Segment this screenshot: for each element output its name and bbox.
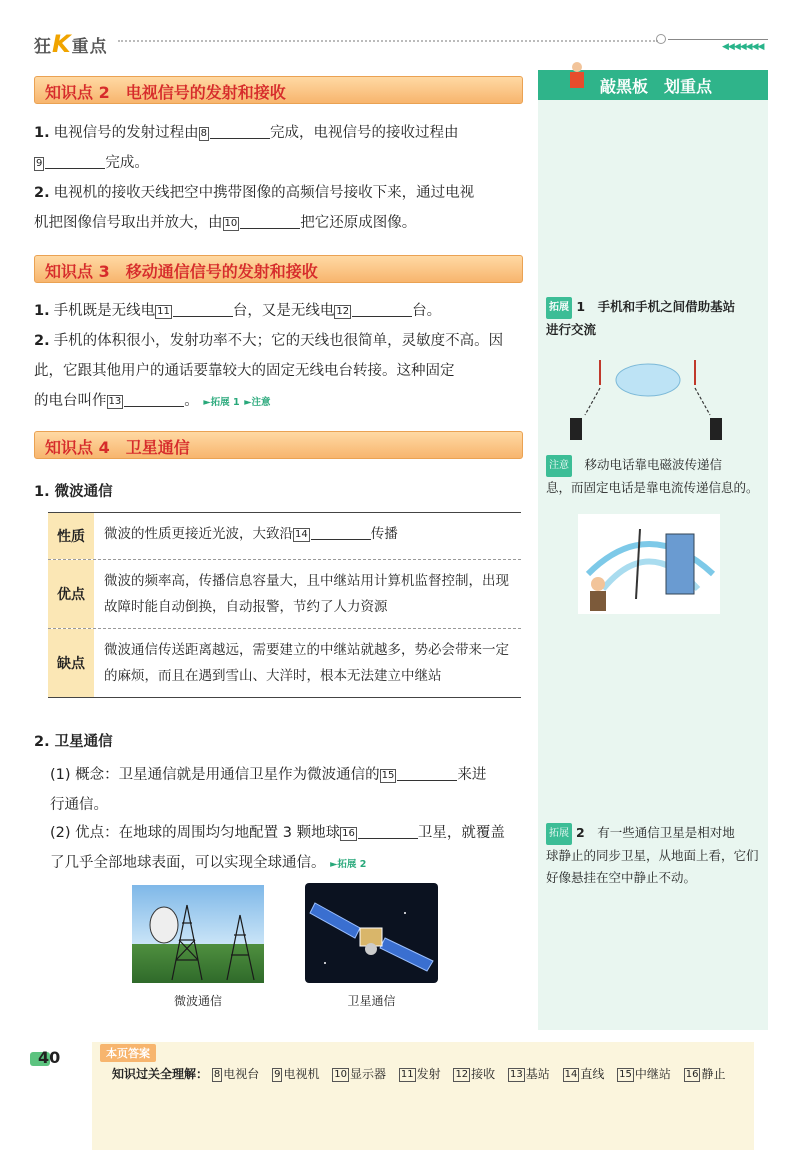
tag-note[interactable]: ►注意 [244, 397, 271, 408]
table-row [48, 629, 521, 697]
brand-post: 重点 [71, 37, 108, 57]
sidebar-note: 注意 移动电话靠电磁波传递信 息，而固定电话是靠电流传递信息的。 [546, 457, 759, 495]
table-row [48, 513, 521, 560]
section-title-4: 知识点 4 卫星通信 [45, 438, 190, 457]
brand-pre: 狂 [34, 37, 52, 57]
table-row [48, 560, 521, 629]
header-rule [668, 39, 768, 40]
row-header: 缺点 [48, 629, 94, 697]
header-dotted-rule [118, 40, 658, 42]
section-bar-2 [34, 76, 523, 104]
subheading-microwave: 1. 微波通信 [34, 484, 113, 500]
tag-extension-1[interactable]: ►拓展 1 [203, 397, 240, 408]
sec3-item-1: 1. 手机既是无线电 11 台，又是无线电 12 台。 [34, 296, 524, 326]
answer-item: 12 接收 [455, 1067, 496, 1081]
tag-extension-2[interactable]: ►拓展 2 [330, 859, 367, 870]
extension-tag: 拓展 [546, 297, 572, 319]
answer-item: 16 静止 [685, 1067, 726, 1081]
answer-item: 9 电视机 [274, 1067, 320, 1081]
row-header: 性质 [48, 513, 94, 559]
subheading-satellite: 2. 卫星通信 [34, 734, 113, 750]
caption-microwave: 微波通信 [173, 994, 222, 1008]
answer-item: 8 电视台 [213, 1067, 260, 1081]
row-content: 微波的频率高，传播信息容量大，且中继站用计算机监督控制，出现故障时能自动倒换，自动报警，节约了人力资源 [104, 573, 509, 615]
note-tag: 注意 [546, 455, 572, 477]
sidebar-extension-1: 拓展 1 手机和手机之间借助基站 进行交流 [546, 299, 736, 337]
microwave-table [48, 512, 521, 698]
signal-tower-icon [578, 514, 720, 614]
satellite-concept: (1) 概念：卫星通信就是用通信卫星作为微波通信的 15 来进 行通信。 [50, 760, 524, 820]
section-bar-3 [34, 255, 523, 283]
brand-k: K [52, 30, 72, 58]
answers-line [112, 1065, 735, 1082]
sidebar-extension-2: 拓展 2 有一些通信卫星是相对地 球静止的同步卫星，从地面上看，它们 好像悬挂在空中静止不动。 [546, 825, 759, 885]
row-content: 微波的性质更接近光波，大致沿 14 传播 [94, 513, 521, 559]
page-number: 40 [38, 1048, 61, 1067]
answers-header: 本页答案 [100, 1044, 156, 1062]
section-bar-4 [34, 431, 523, 459]
satellite-image [305, 883, 438, 983]
answers-label: 知识过关全理解： [112, 1067, 209, 1081]
satellite-icon [305, 883, 438, 983]
row-content: 微波通信传送距离越远，需要建立的中继站就越多，势必会带来一定的麻烦，而且在遇到雪山、大洋时，根本无法建立中继站 [104, 642, 509, 684]
sec2-item-2: 2. 电视机的接收天线把空中携带图像的高频信号接收下来，通过电视 机把图像信号取出并放大，由 10 把它还原成图像。 [34, 185, 475, 231]
header-arrows-icon: ◀◀◀◀◀◀◀ [722, 42, 764, 52]
extension-tag-2: 拓展 [546, 823, 572, 845]
answer-item: 13 基站 [510, 1067, 550, 1081]
brand-logo [34, 30, 108, 58]
sec2-item-1: 1. 电视信号的发射过程由 8 完成，电视信号的接收过程由 9 完成。 [34, 118, 524, 178]
caption-satellite: 卫星通信 [347, 994, 396, 1008]
phone-illustration [578, 514, 720, 614]
microwave-tower-image [132, 885, 264, 983]
section-title-3: 知识点 3 移动通信信号的发射和接收 [45, 262, 318, 281]
sidebar-title: 敲黑板 划重点 [600, 77, 713, 96]
row-header: 优点 [48, 560, 94, 628]
header-circle [656, 34, 666, 44]
tower-icon [132, 885, 264, 983]
phone-base-station-diagram [560, 350, 730, 445]
answer-item: 15 中继站 [619, 1067, 671, 1081]
section-title-2: 知识点 2 电视信号的发射和接收 [45, 83, 286, 102]
sec3-item-2: 2. 手机的体积很小，发射功率不大；它的天线也很简单，灵敏度不高。因 此，它跟其他用户的通话要靠较大的固定无线电台转接。这种固定 的电台叫作 13 。 ►拓展 1 ►注意 [34, 333, 504, 409]
teacher-icon [566, 60, 588, 90]
answer-item: 14 直线 [564, 1067, 605, 1081]
answers-panel [92, 1042, 754, 1150]
answer-item: 11 发射 [400, 1067, 441, 1081]
answer-item: 10 显示器 [334, 1067, 387, 1081]
satellite-advantage: (2) 优点：在地球的周围均匀地配置 3 颗地球 16 卫星，就覆盖 了几乎全部地球表面，可以实现全球通信。 ►拓展 2 [50, 818, 524, 880]
